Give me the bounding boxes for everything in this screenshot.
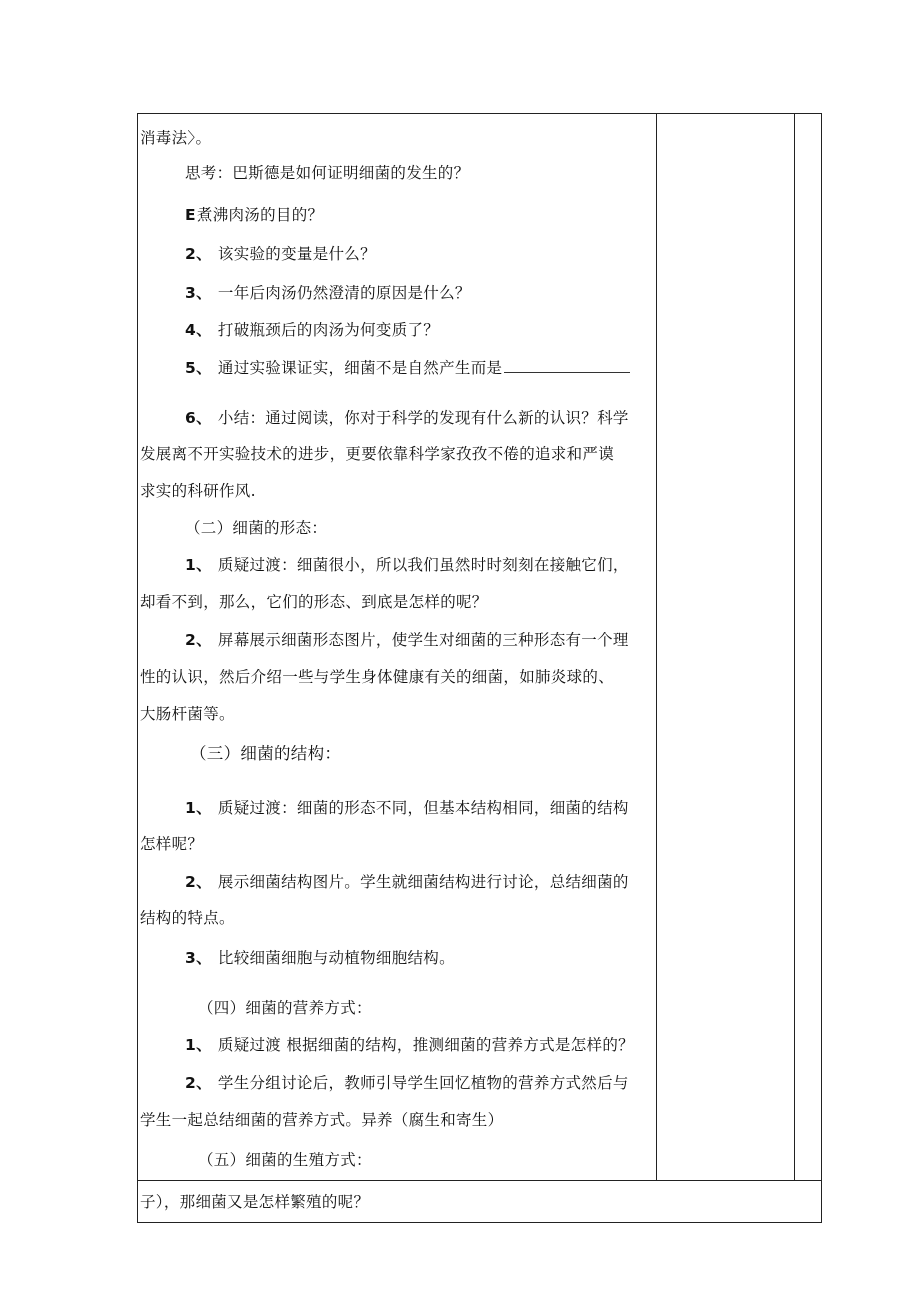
text-line: 求实的科研作风.	[140, 482, 256, 500]
item-number: 2、	[185, 631, 212, 649]
item-number: 1、	[185, 799, 212, 817]
text-line: 1、 质疑过渡 根据细菌的结构，推测细菌的营养方式是怎样的？	[185, 1036, 634, 1054]
text-line: 1、 质疑过渡：细菌很小，所以我们虽然时时刻刻在接触它们，	[185, 556, 629, 574]
table-right-border	[821, 113, 822, 1223]
text-line: 却看不到，那么，它们的形态、到底是怎样的呢？	[140, 593, 488, 611]
column-divider-2	[794, 113, 795, 1180]
column-divider-1	[656, 113, 657, 1180]
question-item: E煮沸肉汤的目的？	[185, 206, 324, 224]
text-line: 发展离不开实验技术的进步，更要依靠科学家孜孜不倦的追求和严谟	[140, 445, 615, 463]
question-item: 2、 该实验的变量是什么？	[185, 245, 376, 263]
table-bottom-border	[137, 1222, 822, 1223]
text-line: 学生一起总结细菌的营养方式。异养（腐生和寄生）	[140, 1111, 504, 1129]
text-line: 子），那细菌又是怎样繁殖的呢？	[140, 1193, 370, 1211]
text-line: 消毒法〉。	[140, 129, 212, 147]
text-line: 怎样呢？	[140, 835, 204, 853]
section-heading: （四）细菌的营养方式：	[198, 999, 372, 1017]
text-line: 1、 质疑过渡：细菌的形态不同，但基本结构相同，细菌的结构	[185, 799, 629, 817]
text-line: 2、 屏幕展示细菌形态图片，使学生对细菌的三种形态有一个理	[185, 631, 629, 649]
item-number: 2、	[185, 245, 212, 263]
section-heading: （五）细菌的生殖方式：	[198, 1151, 372, 1169]
item-number: 3、	[185, 949, 212, 967]
text-line: 结构的特点。	[140, 909, 235, 927]
table-top-border	[137, 113, 822, 114]
text-line: 2、 学生分组讨论后，教师引导学生回忆植物的营养方式然后与	[185, 1074, 629, 1092]
item-number: 5、	[185, 359, 212, 377]
item-number: 6、	[185, 409, 212, 427]
question-item: 4、 打破瓶颈后的肉汤为何变质了？	[185, 321, 440, 339]
fill-in-blank	[504, 358, 630, 373]
item-number: E	[185, 206, 196, 224]
item-number: 1、	[185, 1036, 212, 1054]
question-item: 3、 一年后肉汤仍然澄清的原因是什么？	[185, 284, 471, 302]
text-line: 性的认识，然后介绍一些与学生身体健康有关的细菌，如肺炎球的、	[140, 668, 615, 686]
item-number: 4、	[185, 321, 212, 339]
table-left-border	[137, 113, 138, 1223]
item-number: 2、	[185, 873, 212, 891]
question-item: 5、 通过实验课证实，细菌不是自然产生而是	[185, 358, 630, 378]
question-heading: 思考：巴斯德是如何证明细菌的发生的？	[185, 164, 470, 182]
summary-line: 6、 小结：通过阅读，你对于科学的发现有什么新的认识？科学	[185, 409, 629, 427]
text-line: 3、 比较细菌细胞与动植物细胞结构。	[185, 949, 455, 967]
text-line: 大肠杆菌等。	[140, 705, 235, 723]
text-line: 2、 展示细菌结构图片。学生就细菌结构进行讨论，总结细菌的	[185, 873, 629, 891]
item-number: 3、	[185, 284, 212, 302]
row-divider	[137, 1180, 822, 1181]
item-number: 1、	[185, 556, 212, 574]
section-heading: （三）细菌的结构：	[190, 744, 342, 763]
section-heading: （二）细菌的形态：	[185, 519, 328, 537]
item-number: 2、	[185, 1074, 212, 1092]
